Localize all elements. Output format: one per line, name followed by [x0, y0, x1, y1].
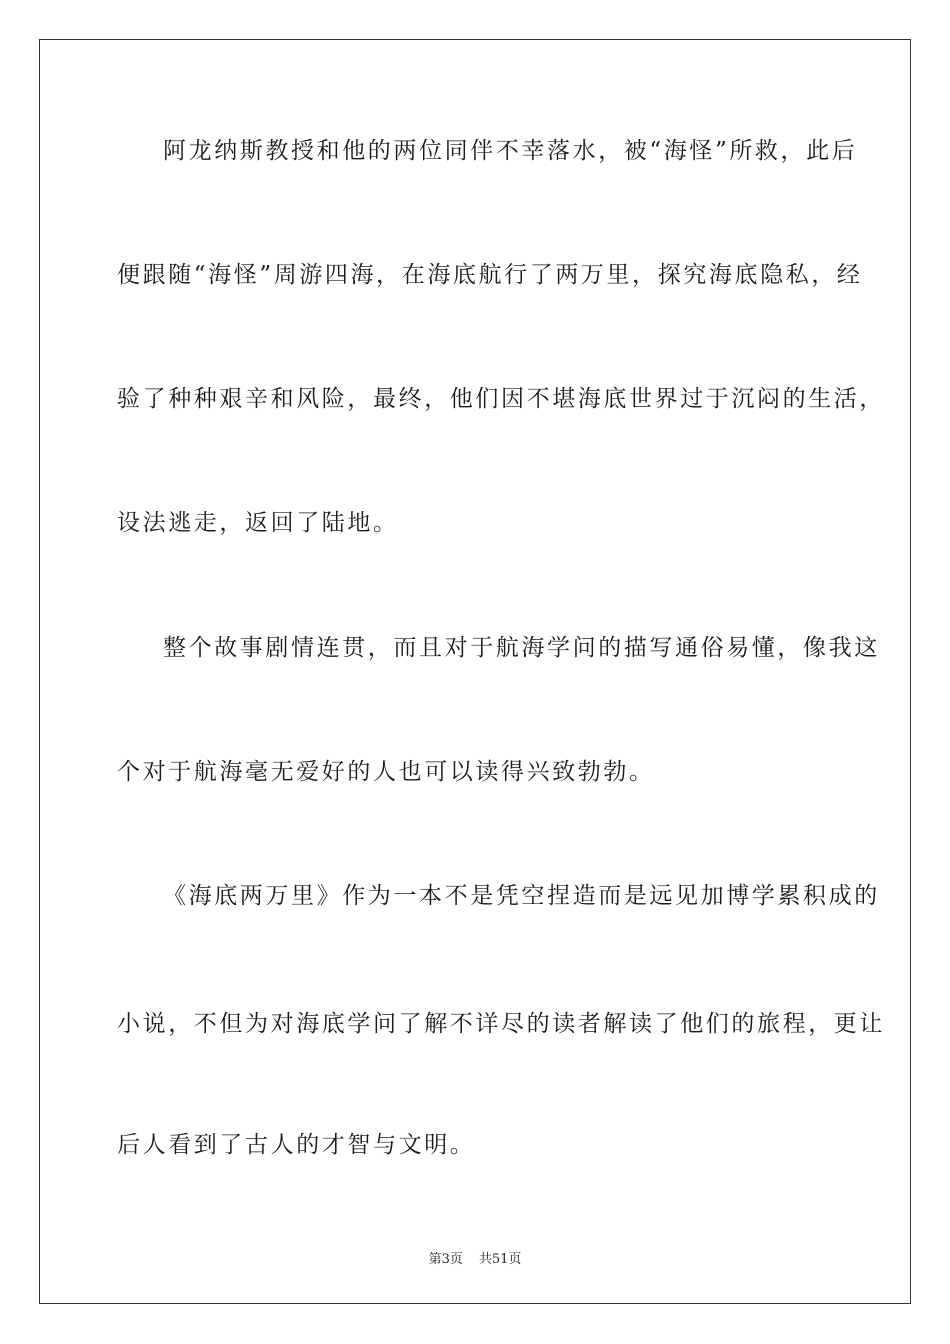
paragraph-2-line-2: 个对于航海毫无爱好的人也可以读得兴致勃勃。 — [117, 759, 655, 785]
paragraph-3-line-1: 《海底两万里》作为一本不是凭空捏造而是远见加博学累积成的 — [163, 883, 880, 909]
paragraph-2-line-1: 整个故事剧情连贯，而且对于航海学问的描写通俗易懂，像我这 — [163, 635, 880, 661]
paragraph-1-line-3: 验了种种艰辛和风险，最终，他们因不堪海底世界过于沉闷的生活， — [117, 386, 885, 412]
paragraph-1-line-2: 便跟随“海怪”周游四海，在海底航行了两万里，探究海底隐私，经 — [117, 262, 863, 288]
paragraph-3-line-2: 小说，不但为对海底学问了解不详尽的读者解读了他们的旅程，更让 — [117, 1011, 885, 1037]
paragraph-3-line-3: 后人看到了古人的才智与文明。 — [117, 1132, 476, 1158]
page-number: 第3页 — [428, 1252, 463, 1267]
page-border — [39, 39, 911, 1304]
paragraph-1-line-1: 阿龙纳斯教授和他的两位同伴不幸落水，被“海怪”所救，此后 — [163, 138, 858, 164]
paragraph-1-line-4: 设法逃走，返回了陆地。 — [117, 510, 399, 536]
page-total: 共51页 — [478, 1252, 522, 1267]
page-footer — [0, 1248, 950, 1267]
